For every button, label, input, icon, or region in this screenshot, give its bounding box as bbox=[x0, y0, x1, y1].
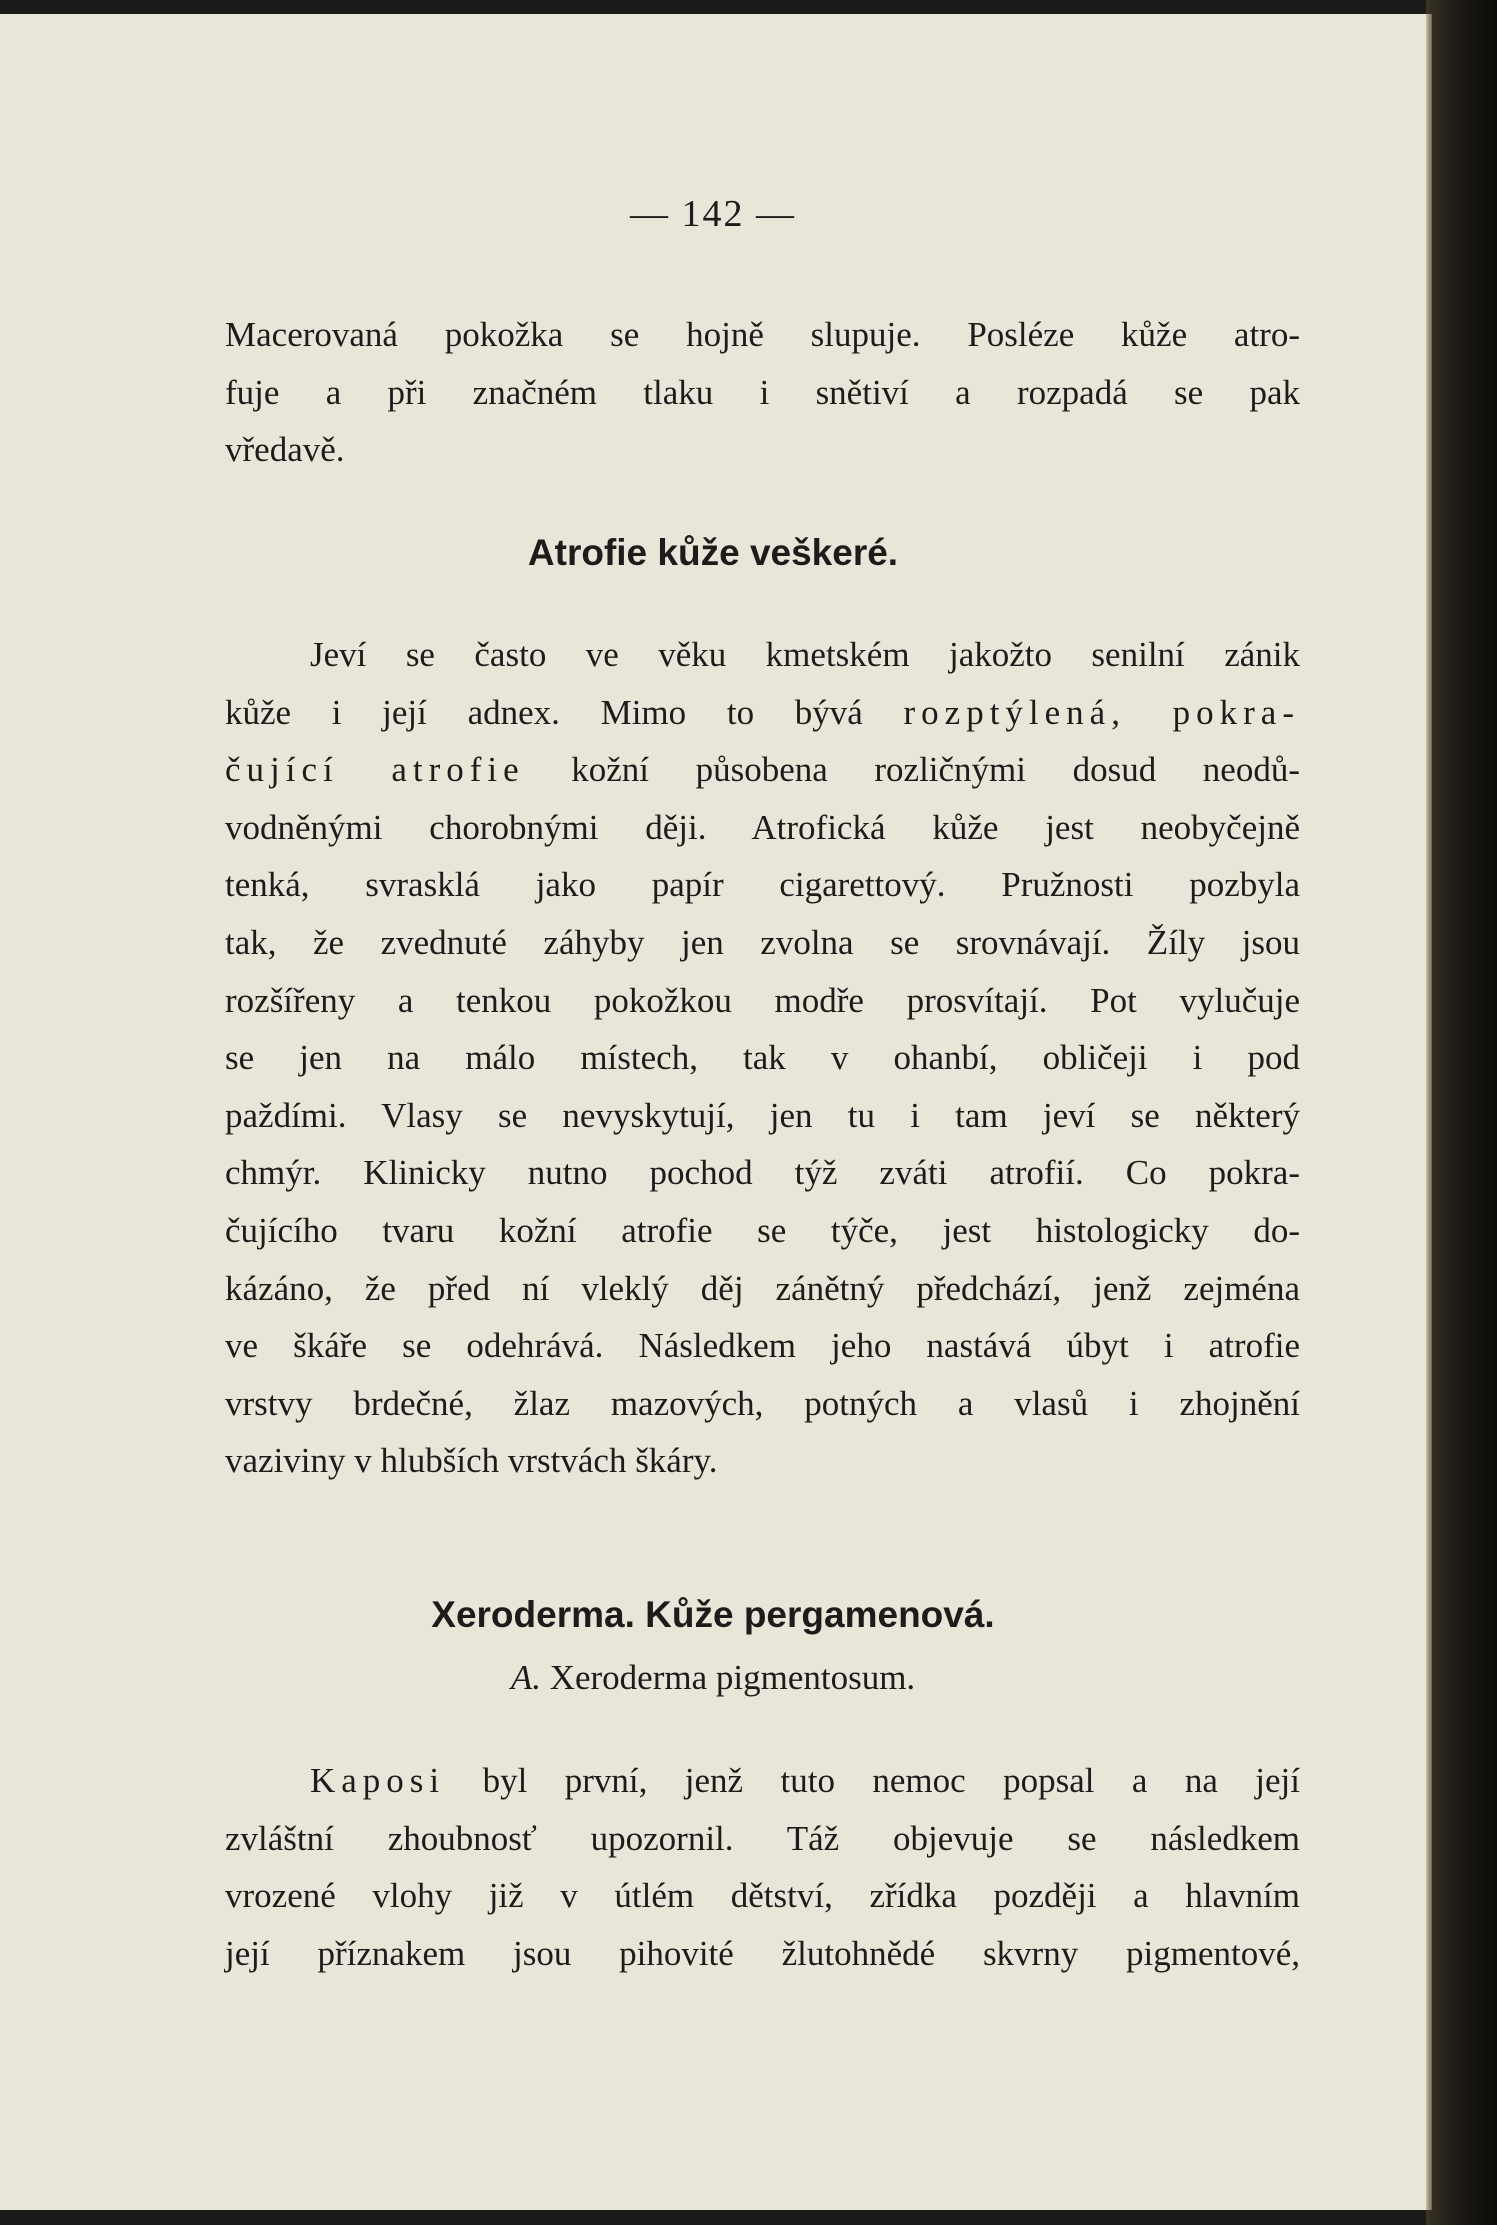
text-line: fuje a při značném tlaku i snětiví a rozpadá se pak bbox=[225, 372, 1300, 412]
text-line: vrstvy brdečné, žlaz mazových, potných a vlasů i zhojnění bbox=[225, 1383, 1300, 1423]
text-line: ve škáře se odehrává. Následkem jeho nastává úbyt i atrofie bbox=[225, 1326, 1300, 1366]
text-line: paždími. Vlasy se nevyskytují, jen tu i tam jeví se některý bbox=[225, 1095, 1300, 1135]
text-line: čujícího tvaru kožní atrofie se týče, jest histologicky do- bbox=[225, 1210, 1300, 1250]
text-line: zvláštní zhoubnosť upozornil. Táž objevuje se následkem bbox=[225, 1818, 1300, 1858]
spaced-emphasis: Kaposi bbox=[310, 1761, 446, 1800]
text-line: tenká, svrasklá jako papír cigarettový. Pružnosti pozbyla bbox=[225, 865, 1300, 905]
text-line: kázáno, že před ní vleklý děj zánětný předchází, jenž zejména bbox=[225, 1268, 1300, 1308]
text-line: vaziviny v hlubších vrstvách škáry. bbox=[225, 1441, 718, 1481]
text-line: Macerovaná pokožka se hojně slupuje. Posléze kůže atro- bbox=[225, 315, 1300, 354]
subheading-letter: A. bbox=[510, 1658, 541, 1697]
paragraph-kaposi bbox=[225, 1752, 1300, 1982]
subheading-pigmentosum bbox=[0, 1658, 1426, 1698]
book-page bbox=[0, 14, 1426, 2210]
paragraph-atrophy bbox=[225, 626, 1300, 1490]
text-line: se jen na málo místech, tak v ohanbí, obličeji i pod bbox=[225, 1038, 1300, 1078]
text-line: vředavě. bbox=[225, 430, 345, 470]
heading-xeroderma: Xeroderma. Kůže pergamenová. bbox=[431, 1594, 995, 1635]
text-line: vodněnými chorobnými ději. Atrofická kůže jest neobyčejně bbox=[225, 807, 1300, 847]
subheading-text: Xeroderma pigmentosum. bbox=[540, 1658, 916, 1697]
text-line: Jeví se často ve věku kmetském jakožto senilní zánik bbox=[310, 635, 1300, 674]
text-run: kožní působena rozličnými dosud neodů- bbox=[524, 750, 1300, 790]
spaced-emphasis: rozptýlená, pokra- bbox=[903, 692, 1300, 732]
text-line: její příznakem jsou pihovité žlutohnědé skvrny pigmentové, bbox=[225, 1933, 1300, 1973]
text-line: rozšířeny a tenkou pokožkou modře prosvítají. Pot vylučuje bbox=[225, 980, 1300, 1020]
text-run: kůže i její adnex. Mimo to bývá bbox=[225, 692, 904, 732]
text-line bbox=[225, 684, 1300, 742]
text-line: vrozené vlohy již v útlém dětství, zřídka později a hlavním bbox=[225, 1876, 1300, 1916]
page-number: — 142 — bbox=[630, 193, 796, 235]
paragraph-maceration bbox=[225, 306, 1300, 479]
page-edge bbox=[1426, 14, 1432, 2210]
text-line: tak, že zvednuté záhyby jen zvolna se srovnávají. Žíly jsou bbox=[225, 922, 1300, 962]
text-line bbox=[225, 1752, 1300, 1810]
book-spine bbox=[1426, 0, 1497, 2225]
spaced-emphasis: čující atrofie bbox=[225, 750, 525, 790]
heading-atrophy: Atrofie kůže veškeré. bbox=[527, 532, 899, 573]
text-run: byl první, jenž tuto nemoc popsal a na její bbox=[445, 1761, 1300, 1800]
text-line: chmýr. Klinicky nutno pochod týž zváti atrofií. Co pokra- bbox=[225, 1153, 1300, 1193]
text-line bbox=[225, 741, 1300, 799]
